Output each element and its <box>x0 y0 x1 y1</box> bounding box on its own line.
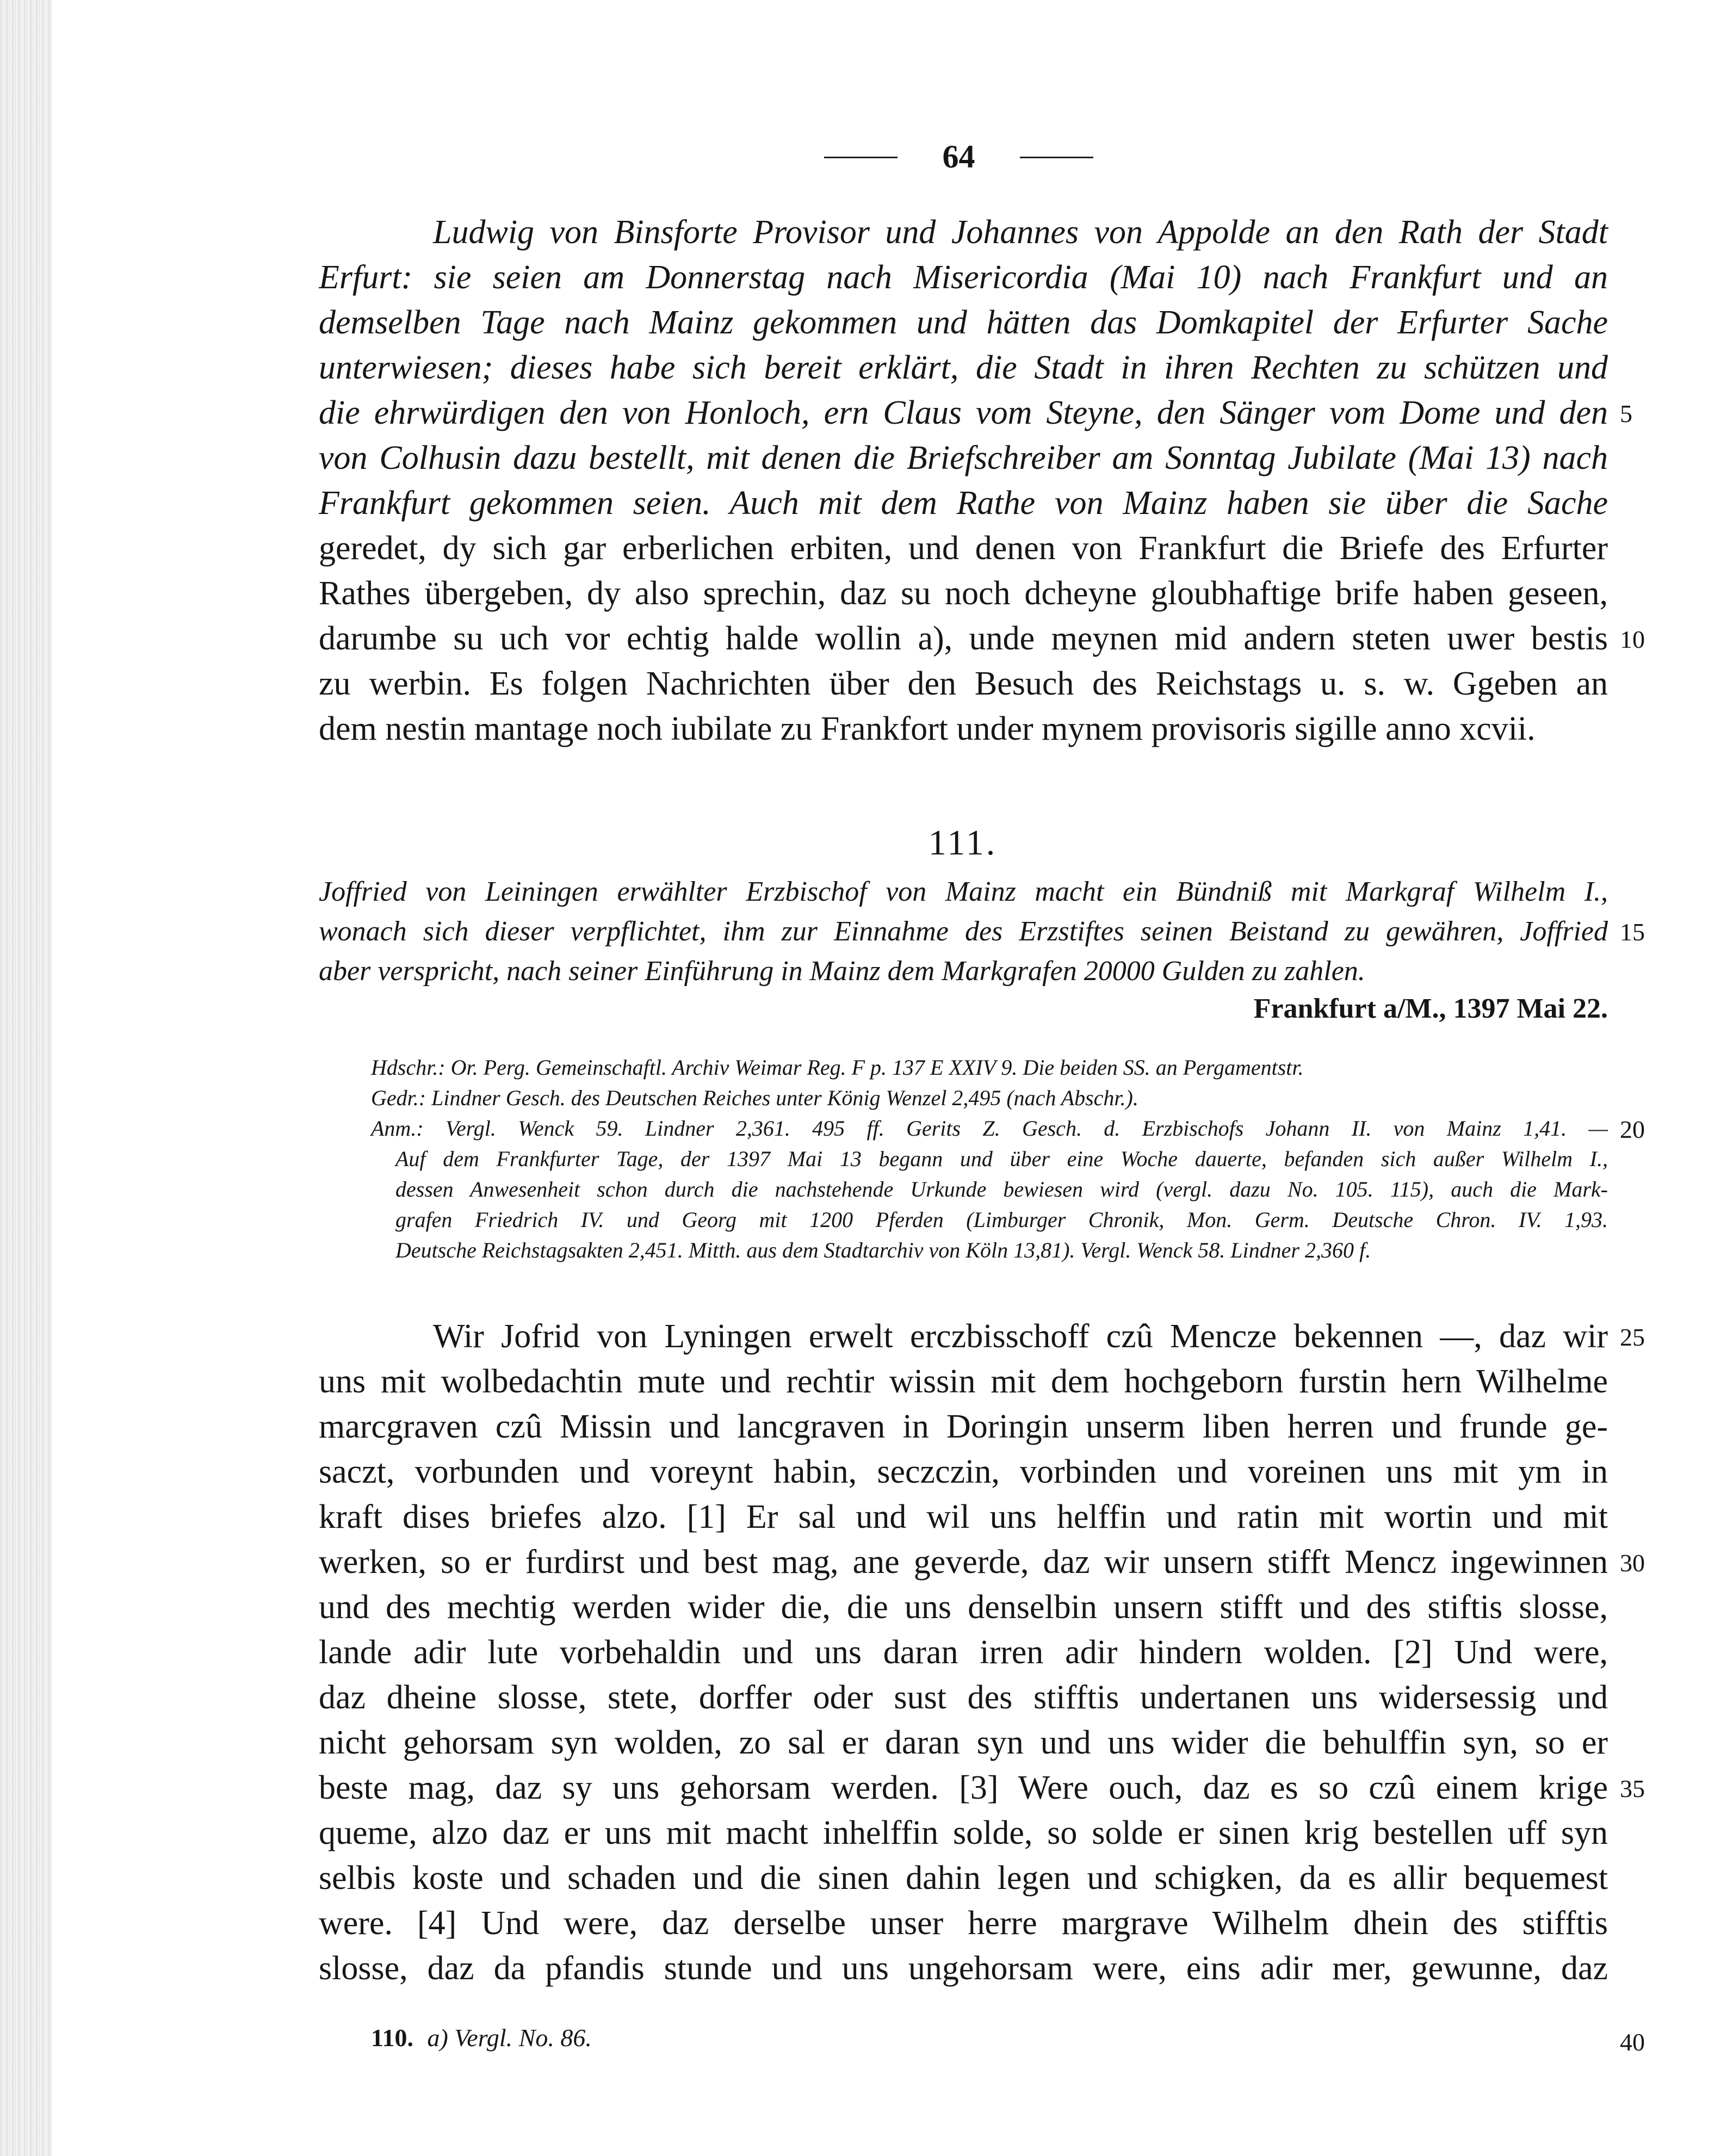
footnote-number: 110. <box>371 2024 413 2052</box>
note-line: Auf dem Frankfurter Tage, der 1397 Mai 13 begann und über eine Woche dauerte, befanden sich außer Wilhelm I., <box>395 1147 1608 1171</box>
regest-line: aber verspricht, nach seiner Einführung in Mainz dem Markgrafen 20000 Gulden zu zahlen. <box>319 956 1365 987</box>
note-line: Gedr.: Lindner Gesch. des Deutschen Reiches unter König Wenzel 2,495 (nach Abschr.). <box>371 1086 1138 1110</box>
body-line: marcgraven czû Missin und lancgraven in Doringin unserm liben herren und frunde ge- <box>319 1408 1608 1445</box>
text-line: die ehrwürdigen den von Honloch, ern Claus vom Steyne, den Sänger vom Dome und den <box>319 394 1608 431</box>
text-line: demselben Tage nach Mainz gekommen und hätten das Domkapitel der Erfurter Sache <box>319 304 1608 341</box>
body-line: Wir Jofrid von Lyningen erwelt erczbisschoff czû Mencze bekennen —, daz wir <box>433 1318 1608 1355</box>
margin-line-number: 30 <box>1620 1549 1645 1577</box>
note-line: grafen Friedrich IV. und Georg mit 1200 Pferden (Limburger Chronik, Mon. Germ. Deutsche Chron. IV. 1,93. <box>395 1207 1608 1232</box>
body-line: uns mit wolbedachtin mute und rechtir wissin mit dem hochgeborn furstin hern Wilhelme <box>319 1363 1608 1400</box>
text-line: zu werbin. Es folgen Nachrichten über den Besuch des Reichstags u. s. w. Ggeben an <box>319 665 1608 702</box>
page-header <box>816 135 1110 178</box>
regest-line: Joffried von Leiningen erwählter Erzbischof von Mainz macht ein Bündniß mit Markgraf Wilhelm I., <box>319 876 1608 907</box>
note-line: dessen Anwesenheit schon durch die nachstehende Urkunde bewiesen wird (vergl. dazu No. 105. 115), auch die Mark- <box>395 1177 1608 1201</box>
text-line: Erfurt: sie seien am Donnerstag nach Misericordia (Mai 10) nach Frankfurt und an <box>319 259 1608 296</box>
text-line: Frankfurt gekommen seien. Auch mit dem Rathe von Mainz haben sie über die Sache <box>319 485 1608 522</box>
note-line: Hdschr.: Or. Perg. Gemeinschaftl. Archiv Weimar Reg. F p. 137 E XXIV 9. Die beiden SS. an Pergamentstr. <box>371 1055 1304 1080</box>
body-line: und des mechtig werden wider die, die uns denselbin unsern stifft und des stiftis slosse, <box>319 1589 1608 1626</box>
scan-binding-edge <box>0 0 52 2156</box>
header-rule-left <box>824 157 898 158</box>
footnote-text: a) Vergl. No. 86. <box>427 2024 592 2052</box>
margin-line-number: 10 <box>1620 625 1645 653</box>
body-line: selbis koste und schaden und die sinen dahin legen und schigken, da es allir bequemest <box>319 1860 1608 1897</box>
text-line: Ludwig von Binsforte Provisor und Johannes von Appolde an den Rath der Stadt <box>433 214 1608 251</box>
note-line: Anm.: Vergl. Wenck 59. Lindner 2,361. 495 ff. Gerits Z. Gesch. d. Erzbischofs Johann II. von Mainz 1,41. — <box>371 1116 1608 1141</box>
text-line: unterwiesen; dieses habe sich bereit erklärt, die Stadt in ihren Rechten zu schützen und <box>319 349 1608 386</box>
text-line: darumbe su uch vor echtig halde wollin a), unde meynen mid andern steten uwer bestis <box>319 620 1608 657</box>
body-line: nicht gehorsam syn wolden, zo sal er daran syn und uns wider die behulffin syn, so er <box>319 1724 1608 1761</box>
dateline: Frankfurt a/M., 1397 Mai 22. <box>1253 993 1608 1024</box>
body-line: beste mag, daz sy uns gehorsam werden. [3] Were ouch, daz es so czû einem krige <box>319 1769 1608 1806</box>
body-line: daz dheine slosse, stete, dorffer oder sust des stifftis undertanen uns widersessig und <box>319 1679 1608 1716</box>
body-line: queme, alzo daz er uns mit macht inhelffin solde, so solde er sinen krig bestellen uff syn <box>319 1814 1608 1851</box>
margin-line-number: 5 <box>1620 400 1632 428</box>
body-line: were. [4] Und were, daz derselbe unser herre margrave Wilhelm dhein des stifftis <box>319 1905 1608 1942</box>
text-line: geredet, dy sich gar erberlichen erbiten, und denen von Frankfurt die Briefe des Erfurter <box>319 530 1608 567</box>
document-number: 111. <box>928 823 998 863</box>
margin-line-number: 35 <box>1620 1775 1645 1802</box>
body-line: lande adir lute vorbehaldin und uns daran irren adir hindern wolden. [2] Und were, <box>319 1634 1608 1671</box>
note-line: Deutsche Reichstagsakten 2,451. Mitth. aus dem Stadtarchiv von Köln 13,81). Vergl. Wenck 58. Lindner 2,360 f. <box>395 1238 1371 1262</box>
margin-line-number: 25 <box>1620 1323 1645 1351</box>
margin-line-number: 15 <box>1620 918 1645 946</box>
body-line: kraft dises briefes alzo. [1] Er sal und wil uns helffin und ratin mit wortin und mit <box>319 1498 1608 1535</box>
margin-line-number: 40 <box>1620 2028 1645 2056</box>
text-line: dem nestin mantage noch iubilate zu Frankfort under mynem provisoris sigille anno xcvii. <box>319 710 1536 747</box>
header-rule-right <box>1020 157 1093 158</box>
text-line: Rathes übergeben, dy also sprechin, daz su noch dcheyne gloubhaftige brife haben geseen, <box>319 575 1608 612</box>
body-line: slosse, daz da pfandis stunde und uns ungehorsam were, eins adir mer, gewunne, daz <box>319 1950 1608 1987</box>
body-line: werken, so er furdirst und best mag, ane geverde, daz wir unsern stifft Mencz ingewinnen <box>319 1544 1608 1581</box>
page-number: 64 <box>942 139 975 175</box>
regest-line: wonach sich dieser verpflichtet, ihm zur Einnahme des Erzstiftes seinen Beistand zu gewähren, Joffried <box>319 916 1608 947</box>
footnote <box>371 2021 1024 2055</box>
margin-line-number: 20 <box>1620 1116 1645 1143</box>
text-line: von Colhusin dazu bestellt, mit denen die Briefschreiber am Sonntag Jubilate (Mai 13) nach <box>319 439 1608 476</box>
body-line: saczt, vorbunden und voreynt habin, seczczin, vorbinden und voreinen uns mit ym in <box>319 1453 1608 1490</box>
